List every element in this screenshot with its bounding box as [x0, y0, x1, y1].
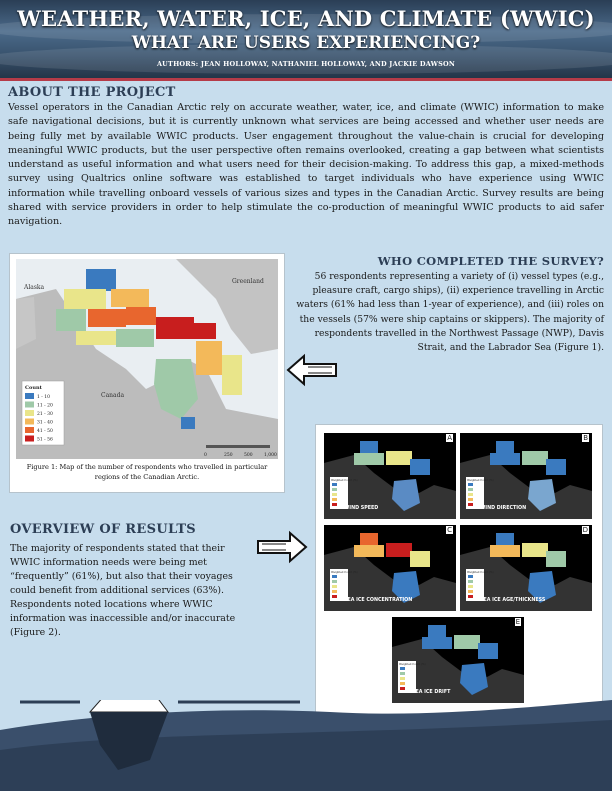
arrow-left-icon: [284, 352, 340, 388]
about-heading: ABOUT THE PROJECT: [8, 85, 176, 100]
panel-legend-title: Weighted Count (%): [467, 571, 494, 574]
figure-1: [10, 254, 284, 492]
legend-label: 31 - 40: [37, 420, 53, 426]
panel-letter: A: [447, 434, 452, 442]
scale-label: 1,000: [264, 453, 277, 458]
legend-label: 11 - 20: [37, 403, 53, 409]
legend-swatch: [25, 427, 34, 433]
map-panel-b: [460, 433, 592, 519]
legend-label: 41 - 50: [37, 429, 53, 434]
legend-swatch: [25, 436, 34, 442]
arctic-region-map: [16, 259, 278, 459]
header-divider: [0, 78, 612, 81]
authors: AUTHORS: JEAN HOLLOWAY, NATHANIEL HOLLOWAY, AND JACKIE DAWSON: [156, 60, 456, 68]
panel-legend-title: Weighted Count (%): [331, 479, 358, 482]
map-panel-c: [324, 525, 456, 611]
legend-title: Count: [25, 385, 42, 391]
canada-label: Canada: [101, 392, 125, 399]
overview-text: The majority of respondents stated that their WWIC information needs were being met “frequently” (61%), but also that their voyages could benefit from additional services (63%). Respondents noted locations where WWIC information was inaccessible and/or inaccurate (Figure 2).: [10, 543, 236, 638]
scale-label: 0: [204, 453, 207, 458]
panel-letter: B: [583, 434, 588, 442]
iceberg-sea-decoration: [0, 700, 612, 791]
panel-letter: C: [447, 526, 452, 534]
map-panel-d: [460, 525, 592, 611]
legend-swatch: [25, 410, 34, 416]
legend-swatch: [25, 419, 34, 425]
panel-letter: D: [582, 526, 588, 534]
poster-subtitle: WHAT ARE USERS EXPERIENCING?: [131, 33, 481, 53]
panel-label: SEA ICE AGE/THICKNESS: [480, 597, 546, 603]
title-banner: [0, 0, 612, 78]
map-panel-e: [392, 617, 524, 703]
panel-label: SEA ICE DRIFT: [412, 689, 451, 695]
map-panel-a: [324, 433, 456, 519]
panel-legend-title: Weighted Count (%): [399, 663, 426, 666]
legend-label: 21 - 30: [37, 412, 53, 417]
alaska-label: Alaska: [24, 284, 45, 291]
greenland-label: Greenland: [232, 278, 264, 285]
figure-1-caption: Figure 1: Map of the number of respondents who travelled in particular regions of the Canadian Arctic.: [26, 463, 268, 481]
panel-legend-title: Weighted Count (%): [467, 479, 494, 482]
legend-label: 51 - 56: [37, 437, 53, 443]
who-heading: WHO COMPLETED THE SURVEY?: [377, 254, 604, 268]
panel-letter: E: [515, 618, 520, 626]
scale-label: 250: [224, 453, 233, 458]
who-text: 56 respondents representing a variety of (i) vessel types (e.g., pleasure craft, cargo ships), (ii) experience travelling in Arctic waters (61% had less than 1-year of experience), and (iii) roles on the vessels (57% were ship captains or skippers). The majority of respondents travelled in the Northwest Passage (NWP), Davis Strait, and the Labrador Sea (Figure 1).: [296, 271, 604, 354]
panel-label: WIND SPEED: [344, 505, 379, 511]
panel-label: WIND DIRECTION: [480, 505, 527, 511]
panel-legend-title: Weighted Count (%): [331, 571, 358, 574]
legend-label: 1 - 10: [37, 395, 50, 400]
legend-swatch: [25, 393, 34, 399]
legend-swatch: [25, 402, 34, 408]
arrow-right-icon: [254, 528, 310, 566]
poster-title: WEATHER, WATER, ICE, AND CLIMATE (WWIC): [17, 6, 595, 31]
panel-label: SEA ICE CONCENTRATION: [344, 597, 413, 603]
scale-label: 500: [244, 453, 253, 458]
overview-heading: OVERVIEW OF RESULTS: [10, 522, 196, 537]
about-text: Vessel operators in the Canadian Arctic rely on accurate weather, water, ice, and climate (WWIC) information to make safe navigational decisions, but it is currently unknown what services are being accessed and whether user needs are being fully met by available WWIC products. User engagement throughout the value-chain is crucial for developing meaningful WWIC products, but the user perspective often remains overlooked, creating a gap between what scientists understand as useful information and what users need for their decision-making. To address this gap, a mixed-methods survey using Qualtrics online software was established to target individuals who have experience using WWIC information while travelling onboard vessels of various sizes and types in the Canadian Arctic. Survey results are being shared with service providers in order to help stimulate the co-production of meaningful WWIC products to aid safer navigation.: [8, 102, 604, 228]
